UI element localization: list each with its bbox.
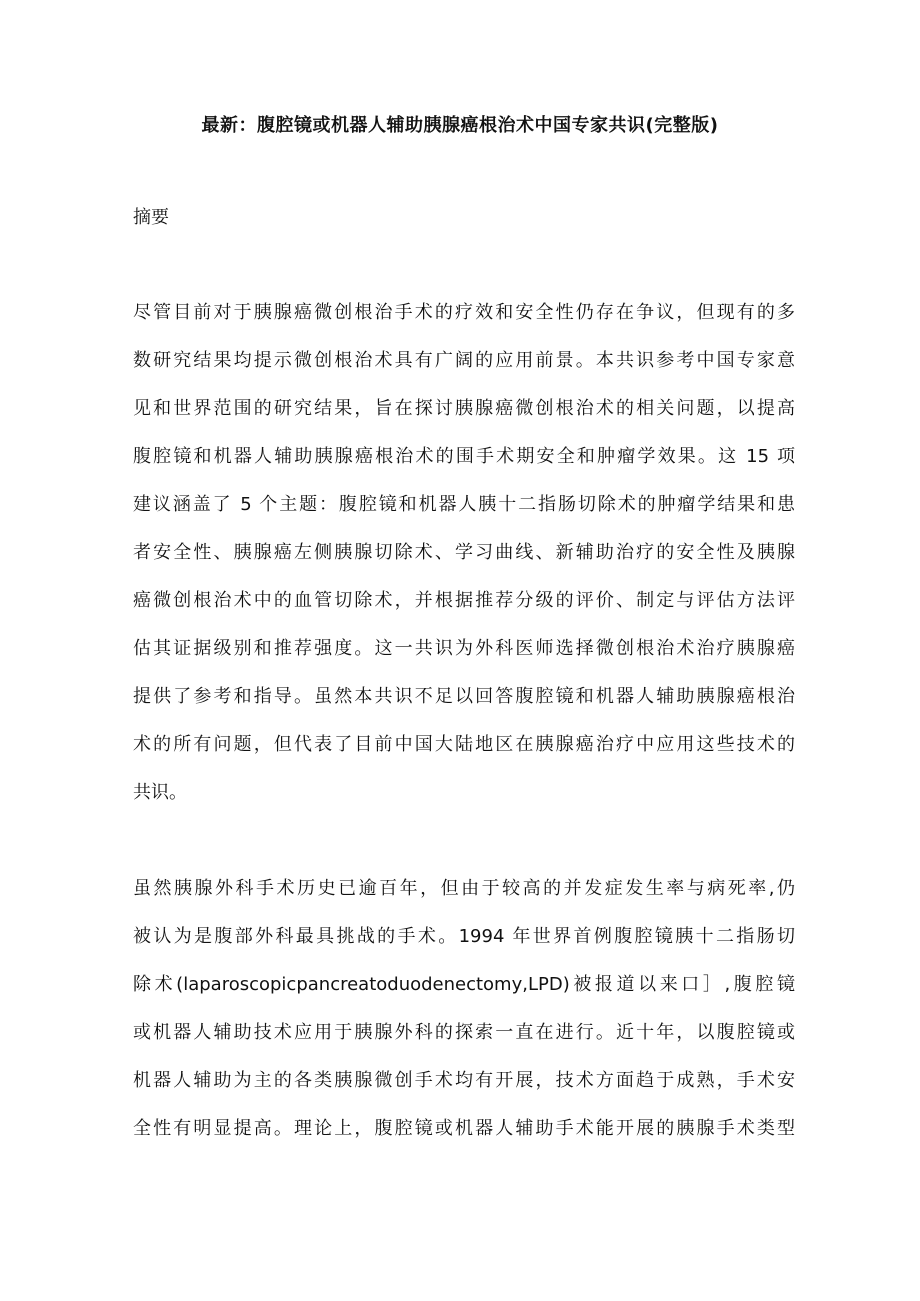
paragraph-line: 见和世界范围的研究结果，旨在探讨胰腺癌微创根治术的相关问题，以提高 — [133, 398, 795, 419]
paragraph-line: 虽然胰腺外科手术历史已逾百年，但由于较高的并发症发生率与病死率,仍 — [133, 878, 795, 899]
paragraph-line: 建议涵盖了 5 个主题：腹腔镜和机器人胰十二指肠切除术的肿瘤学结果和患 — [133, 494, 795, 515]
paragraph-line: 机器人辅助为主的各类胰腺微创手术均有开展，技术方面趋于成熟，手术安 — [133, 1070, 795, 1091]
paragraph-line: 或机器人辅助技术应用于胰腺外科的探索一直在进行。近十年，以腹腔镜或 — [133, 1022, 795, 1043]
paragraph-line: 提供了参考和指导。虽然本共识不足以回答腹腔镜和机器人辅助胰腺癌根治 — [133, 686, 795, 707]
abstract-paragraph — [133, 289, 795, 817]
body-paragraph — [133, 865, 795, 1153]
paragraph-line: 全性有明显提高。理论上，腹腔镜或机器人辅助手术能开展的胰腺手术类型 — [133, 1118, 795, 1139]
paragraph-line: 估其证据级别和推荐强度。这一共识为外科医师选择微创根治术治疗胰腺癌 — [133, 638, 795, 659]
paragraph-line: 尽管目前对于胰腺癌微创根治手术的疗效和安全性仍存在争议，但现有的多 — [133, 302, 795, 323]
paragraph-line: 共识。 — [133, 782, 187, 803]
paragraph-line: 腹腔镜和机器人辅助胰腺癌根治术的围手术期安全和肿瘤学效果。这 15 项 — [133, 446, 795, 467]
paragraph-line: 被认为是腹部外科最具挑战的手术。1994 年世界首例腹腔镜胰十二指肠切 — [133, 926, 795, 947]
paragraph-line: 者安全性、胰腺癌左侧胰腺切除术、学习曲线、新辅助治疗的安全性及胰腺 — [133, 542, 795, 563]
paragraph-line: 数研究结果均提示微创根治术具有广阔的应用前景。本共识参考中国专家意 — [133, 350, 795, 371]
paragraph-line: 除术(laparoscopicpancreatoduodenectomy,LPD)被报道以来口］,腹腔镜 — [133, 974, 795, 995]
paragraph-line: 癌微创根治术中的血管切除术，并根据推荐分级的评价、制定与评估方法评 — [133, 590, 795, 611]
paragraph-line: 术的所有问题，但代表了目前中国大陆地区在胰腺癌治疗中应用这些技术的 — [133, 734, 795, 755]
document-title: 最新：腹腔镜或机器人辅助胰腺癌根治术中国专家共识(完整版) — [201, 115, 719, 136]
abstract-heading: 摘要 — [133, 207, 169, 228]
